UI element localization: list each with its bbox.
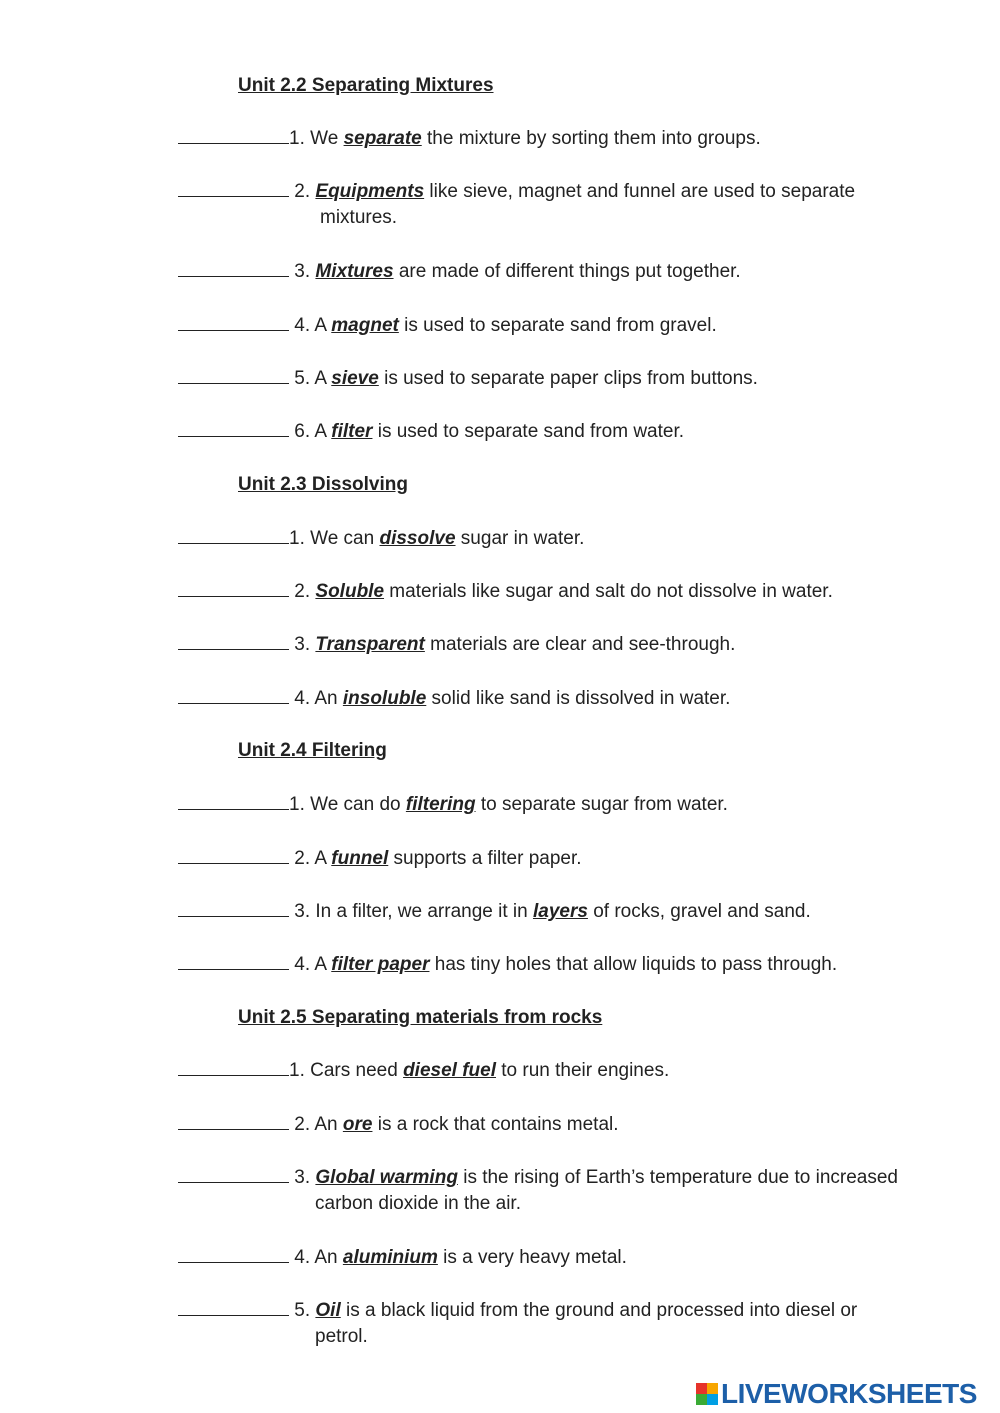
question-item xyxy=(178,259,958,285)
answer-blank[interactable] xyxy=(178,899,289,917)
question-prefix: 3. xyxy=(289,1167,316,1188)
question-item xyxy=(178,179,958,231)
liveworksheets-logo-icon xyxy=(696,1383,718,1405)
question-prefix: 5. A xyxy=(289,368,332,389)
question-item xyxy=(178,792,958,818)
question-prefix: 6. A xyxy=(289,421,332,442)
answer-blank[interactable] xyxy=(178,1298,289,1316)
question-text: has tiny holes that allow liquids to pass through. xyxy=(429,954,838,975)
question-item xyxy=(178,526,958,552)
question-item xyxy=(178,899,958,925)
liveworksheets-logo xyxy=(696,1378,977,1410)
keyword: filtering xyxy=(405,794,476,815)
question-item xyxy=(178,1058,958,1084)
question-item xyxy=(178,1298,958,1350)
answer-blank[interactable] xyxy=(178,419,289,437)
question-text: is a rock that contains metal. xyxy=(372,1114,619,1135)
answer-blank[interactable] xyxy=(178,686,289,704)
keyword: Oil xyxy=(315,1300,341,1321)
question-text: like sieve, magnet and funnel are used to separate xyxy=(424,181,856,202)
keyword: insoluble xyxy=(342,688,427,709)
question-text: is the rising of Earth’s temperature due to increased xyxy=(457,1167,898,1188)
question-item xyxy=(178,1245,958,1271)
question-text: is a very heavy metal. xyxy=(437,1247,627,1268)
question-item xyxy=(178,1112,958,1138)
keyword: sieve xyxy=(331,368,379,389)
question-prefix: 3. In a filter, we arrange it in xyxy=(289,901,533,922)
question-prefix: 3. xyxy=(289,634,316,655)
keyword: ore xyxy=(342,1114,373,1135)
question-text: materials are clear and see-through. xyxy=(424,634,736,655)
question-prefix: 1. We can do xyxy=(289,794,406,815)
answer-blank[interactable] xyxy=(178,526,289,544)
keyword: filter paper xyxy=(331,954,430,975)
keyword: dissolve xyxy=(379,528,456,549)
question-item xyxy=(178,579,958,605)
keyword: Transparent xyxy=(315,634,425,655)
answer-blank[interactable] xyxy=(178,952,289,970)
answer-blank[interactable] xyxy=(178,1245,289,1263)
logo-text: LIVEWORKSHEETS xyxy=(721,1378,977,1409)
question-item xyxy=(178,846,958,872)
keyword: Soluble xyxy=(315,581,385,602)
question-text: to separate sugar from water. xyxy=(475,794,728,815)
question-item xyxy=(178,366,958,392)
answer-blank[interactable] xyxy=(178,579,289,597)
question-text: sugar in water. xyxy=(455,528,585,549)
question-text: of rocks, gravel and sand. xyxy=(587,901,811,922)
keyword: aluminium xyxy=(342,1247,438,1268)
keyword: Equipments xyxy=(315,181,425,202)
keyword: separate xyxy=(343,128,422,149)
question-continuation: carbon dioxide in the air. xyxy=(315,1193,521,1214)
question-prefix: 1. We can xyxy=(289,528,380,549)
keyword: filter xyxy=(331,421,373,442)
keyword: Mixtures xyxy=(315,261,394,282)
question-prefix: 1. We xyxy=(289,128,344,149)
answer-blank[interactable] xyxy=(178,792,289,810)
keyword: diesel fuel xyxy=(403,1060,496,1081)
question-prefix: 4. A xyxy=(289,315,332,336)
question-text: are made of different things put together. xyxy=(393,261,741,282)
question-item xyxy=(178,686,958,712)
question-prefix: 2. xyxy=(289,181,316,202)
answer-blank[interactable] xyxy=(178,1165,289,1183)
answer-blank[interactable] xyxy=(178,846,289,864)
question-prefix: 4. An xyxy=(289,1247,343,1268)
section-heading-2-3: Unit 2.3 Dissolving xyxy=(238,474,408,495)
question-continuation: mixtures. xyxy=(320,207,398,228)
question-prefix: 5. xyxy=(289,1300,316,1321)
keyword: layers xyxy=(532,901,588,922)
question-text: is used to separate sand from water. xyxy=(372,421,685,442)
answer-blank[interactable] xyxy=(178,1058,289,1076)
question-prefix: 2. xyxy=(289,581,316,602)
question-prefix: 3. xyxy=(289,261,316,282)
answer-blank[interactable] xyxy=(178,1112,289,1130)
answer-blank[interactable] xyxy=(178,313,289,331)
section-heading-2-4: Unit 2.4 Filtering xyxy=(238,740,387,761)
question-text: solid like sand is dissolved in water. xyxy=(426,688,731,709)
keyword: Global warming xyxy=(315,1167,458,1188)
question-text: supports a filter paper. xyxy=(388,848,582,869)
question-text: is used to separate paper clips from buttons. xyxy=(378,368,758,389)
answer-blank[interactable] xyxy=(178,259,289,277)
question-item xyxy=(178,632,958,658)
question-continuation: petrol. xyxy=(315,1326,368,1347)
question-prefix: 2. An xyxy=(289,1114,343,1135)
question-item xyxy=(178,313,958,339)
question-text: is a black liquid from the ground and processed into diesel or xyxy=(340,1300,858,1321)
keyword: funnel xyxy=(331,848,389,869)
question-text: is used to separate sand from gravel. xyxy=(398,315,717,336)
section-heading-2-2: Unit 2.2 Separating Mixtures xyxy=(238,75,494,96)
answer-blank[interactable] xyxy=(178,179,289,197)
question-item xyxy=(178,1165,958,1217)
question-text: to run their engines. xyxy=(496,1060,670,1081)
question-prefix: 1. Cars need xyxy=(289,1060,404,1081)
keyword: magnet xyxy=(331,315,399,336)
answer-blank[interactable] xyxy=(178,126,289,144)
question-text: materials like sugar and salt do not dissolve in water. xyxy=(384,581,833,602)
section-heading-2-5: Unit 2.5 Separating materials from rocks xyxy=(238,1007,603,1028)
question-text: the mixture by sorting them into groups. xyxy=(421,128,761,149)
question-item xyxy=(178,419,958,445)
question-item xyxy=(178,126,958,152)
question-prefix: 4. An xyxy=(289,688,343,709)
answer-blank[interactable] xyxy=(178,632,289,650)
question-item xyxy=(178,952,958,978)
question-prefix: 2. A xyxy=(289,848,332,869)
question-prefix: 4. A xyxy=(289,954,332,975)
answer-blank[interactable] xyxy=(178,366,289,384)
